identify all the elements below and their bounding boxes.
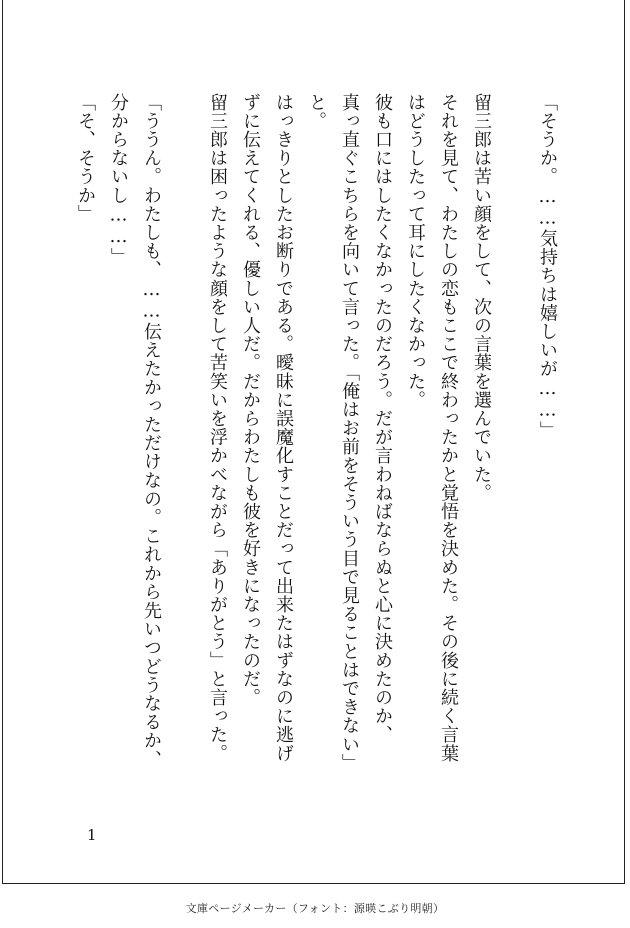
text-column-3: 留三郎は苦い顔をして、次の言葉を選んでいた。 <box>471 93 492 503</box>
text-column-9: はっきりとしたお断りである。曖昧に誤魔化すことだって出来たはずなのに逃げ <box>273 93 294 763</box>
text-column-1: 「そうか。……気持ちは嬉しいが……」 <box>537 93 558 440</box>
text-column-5: はどうしたって耳にしたくなかった。 <box>405 93 426 410</box>
footer-credit: 文庫ページメーカー（フォント：源暎こぶり明朝） <box>185 902 445 915</box>
page-number: 1 <box>87 826 97 844</box>
text-column-13: 「ううん。わたしも、……伝えたかっただけなの。これから先いつどうなるか、 <box>141 93 162 769</box>
text-column-8: と。 <box>306 93 327 131</box>
text-column-15: 「そ、そうか」 <box>75 93 96 224</box>
text-column-10: ずに伝えてくれる、優しい人だ。だからわたしも彼を好きになったのだ。 <box>240 93 261 707</box>
text-column-7: 真っ直ぐこちらを向いて言った。「俺はお前をそういう目で見ることはできない」 <box>339 93 360 773</box>
text-column-14: 分からないし……」 <box>108 93 129 267</box>
text-column-11: 留三郎は困ったような顔をして苦笑いを浮かべながら「ありがとう」と言った。 <box>207 93 228 763</box>
page-frame <box>2 0 625 884</box>
text-column-6: 彼も口にはしたくなかったのだろう。だが言わねばならぬと心に決めたのか、 <box>372 93 393 744</box>
text-column-4: それを見て、わたしの恋もここで終わったかと覚悟を決めた。その後に続く言葉 <box>438 93 459 763</box>
